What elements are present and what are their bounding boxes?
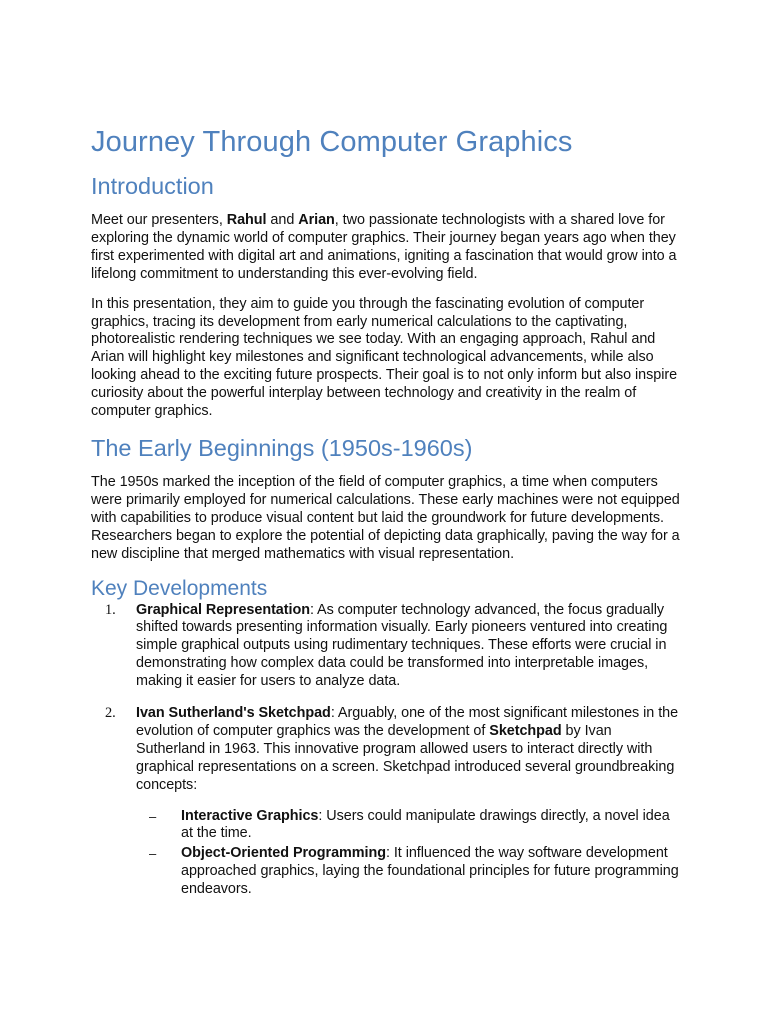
early-beginnings-heading: The Early Beginnings (1950s-1960s) (91, 434, 473, 461)
document-title: Journey Through Computer Graphics (91, 126, 573, 158)
sketchpad-bold: Sketchpad (489, 722, 562, 739)
list-item-number: 2. (105, 705, 116, 722)
introduction-heading: Introduction (91, 173, 214, 199)
document-page (91, 124, 681, 913)
list-item-text: : As computer technology advanced, the focus gradually shifted towards presenting information visually. Early pioneers ventured into creating simple graphical outputs using rudimentary techniques. These efforts were crucial in demonstrating how complex data could be transformed into interpretable images, making it easier for users to analyze data. (136, 601, 668, 690)
sub-item-term: Interactive Graphics (181, 807, 319, 824)
list-item (91, 705, 681, 899)
list-item (91, 602, 681, 692)
intro-text-before: Meet our presenters, (91, 212, 227, 228)
intro-text-after: , two passionate technologists with a shared love for exploring the dynamic world of computer graphics. Their journey began years ago when they first experimented with digital art and animations, igniting a fascination that would grow into a lifelong commitment to understanding this ever-evolving field. (91, 212, 677, 282)
intro-text-between: and (266, 212, 299, 228)
sub-item-text: : Users could manipulate drawings directly, a novel idea at the time. (181, 807, 670, 842)
list-item-number: 1. (105, 601, 116, 618)
sub-item-term: Object-Oriented Programming (181, 845, 386, 862)
dash-bullet-icon: – (149, 808, 157, 824)
key-developments-list (91, 602, 681, 900)
list-item-term: Ivan Sutherland's Sketchpad (136, 705, 331, 722)
sub-list-item (136, 845, 681, 899)
dash-bullet-icon: – (149, 846, 157, 862)
early-beginnings-paragraph: The 1950s marked the inception of the field of computer graphics, a time when computers were primarily employed for numerical calculations. These early machines were not equipped with capabilities to produce visual content but laid the groundwork for future developments. Researchers began to explore the potential of depicting data graphically, paving the way for a new discipline that merged mathematics with visual representation. (91, 473, 680, 562)
sketchpad-concepts-list (136, 808, 681, 900)
introduction-paragraph-2: In this presentation, they aim to guide you through the fascinating evolution of computer graphics, tracing its development from early numerical calculations to the captivating, photorealistic rendering techniques we see today. With an engaging approach, Rahul and Arian will highlight key milestones and significant technological advancements, while also looking ahead to the exciting future prospects. Their goal is to not only inform but also inspire curiosity about the powerful interplay between technology and creativity in the realm of computer graphics. (91, 295, 678, 420)
presenter-name-rahul: Rahul (226, 212, 267, 228)
sub-item-text: : It influenced the way software development approached graphics, laying the foundational principles for future programming endeavors. (181, 845, 679, 898)
sub-list-item (136, 808, 681, 844)
list-item-term: Graphical Representation (136, 601, 310, 618)
list-item-text-before: : Arguably, one of the most significant milestones in the evolution of computer graphics was the development of (136, 705, 679, 739)
key-developments-heading: Key Developments (91, 576, 268, 600)
list-item-text-after: by Ivan Sutherland in 1963. This innovative program allowed users to interact directly with graphical representations on a screen. Sketchpad introduced several groundbreaking concepts: (136, 722, 675, 793)
introduction-paragraph-1 (91, 212, 681, 284)
presenter-name-arian: Arian (298, 212, 335, 228)
